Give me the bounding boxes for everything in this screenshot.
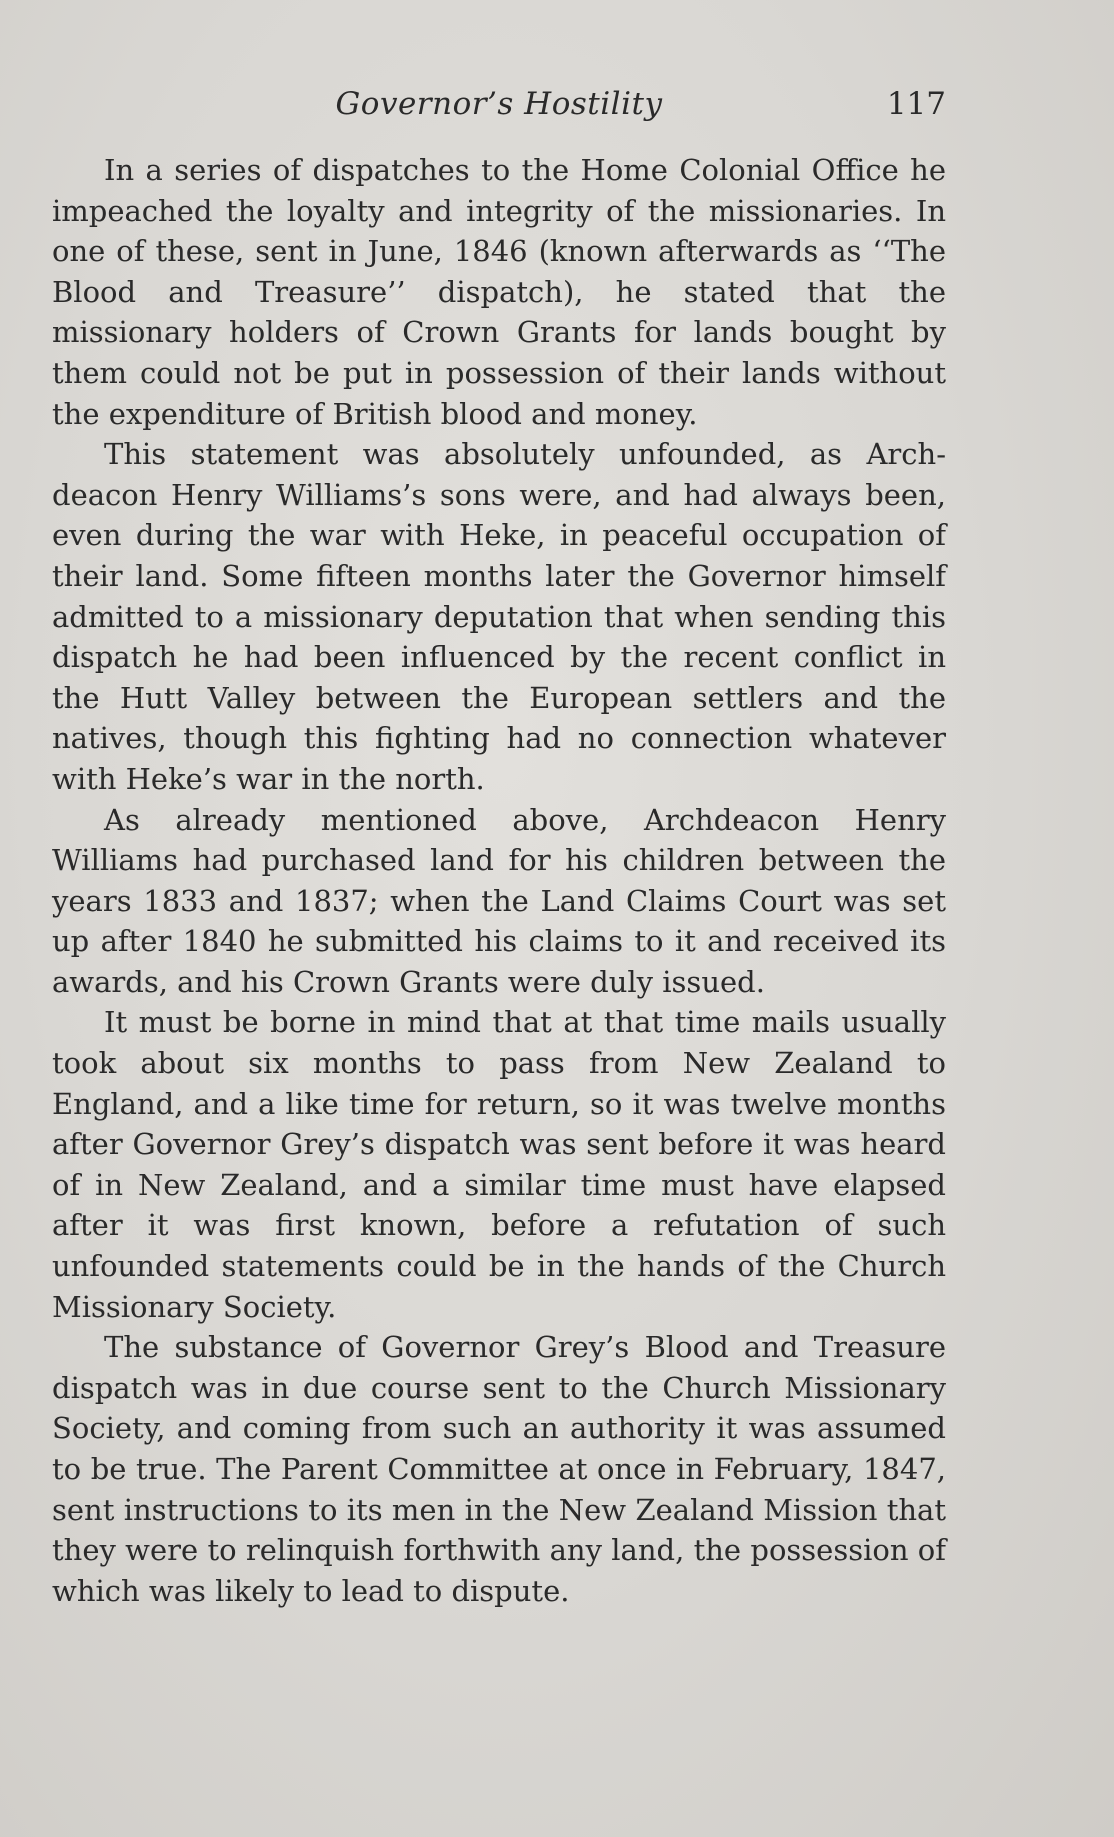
body-text <box>52 150 946 1611</box>
page-number: 117 <box>886 86 946 122</box>
paragraph-4: It must be borne in mind that at that time mails usually took about six months to pass from New Zealand to England, and a like time for return, so it was twelve months after Governor Grey’s dispatch was sent before it was heard of in New Zealand, and a similar time must have elapsed after it was first known, before a refutation of such unfounded statements could be in the hands of the Church Missionary Society. <box>52 1005 946 1324</box>
running-head-title: Governor’s Hostility <box>335 86 663 122</box>
running-head <box>52 86 946 126</box>
paragraph-2: This statement was absolutely unfounded, as Archdeacon Henry Williams’s sons were, and had always been, even during the war with Heke, in peaceful occupation of their land. Some fifteen months later the Governor himself admitted to a missionary deputation that when sending this dispatch he had been influenced by the recent conflict in the Hutt Valley between the European settlers and the natives, though this fighting had no connection whatever with Heke’s war in the north. <box>52 437 946 796</box>
paragraph-1: In a series of dispatches to the Home Colonial Office he impeached the loyalty and integrity of the missionaries. In one of these, sent in June, 1846 (known afterwards as ‘‘The Blood and Treasure’’ dispatch), he stated that the missionary holders of Crown Grants for lands bought by them could not be put in possession of their lands without the expenditure of British blood and money. <box>52 153 946 431</box>
paragraph-3: As already mentioned above, Archdeacon Henry Williams had purchased land for his children between the years 1833 and 1837; when the Land Claims Court was set up after 1840 he submitted his claims to it and received its awards, and his Crown Grants were duly issued. <box>52 802 946 999</box>
paragraph-5: The substance of Governor Grey’s Blood and Treasure dispatch was in due course sent to the Church Missionary Society, and coming from such an authority it was assumed to be true. The Parent Committee at once in February, 1847, sent instructions to its men in the New Zealand Mission that they were to relinquish forthwith any land, the possession of which was likely to lead to dispute. <box>52 1330 946 1608</box>
